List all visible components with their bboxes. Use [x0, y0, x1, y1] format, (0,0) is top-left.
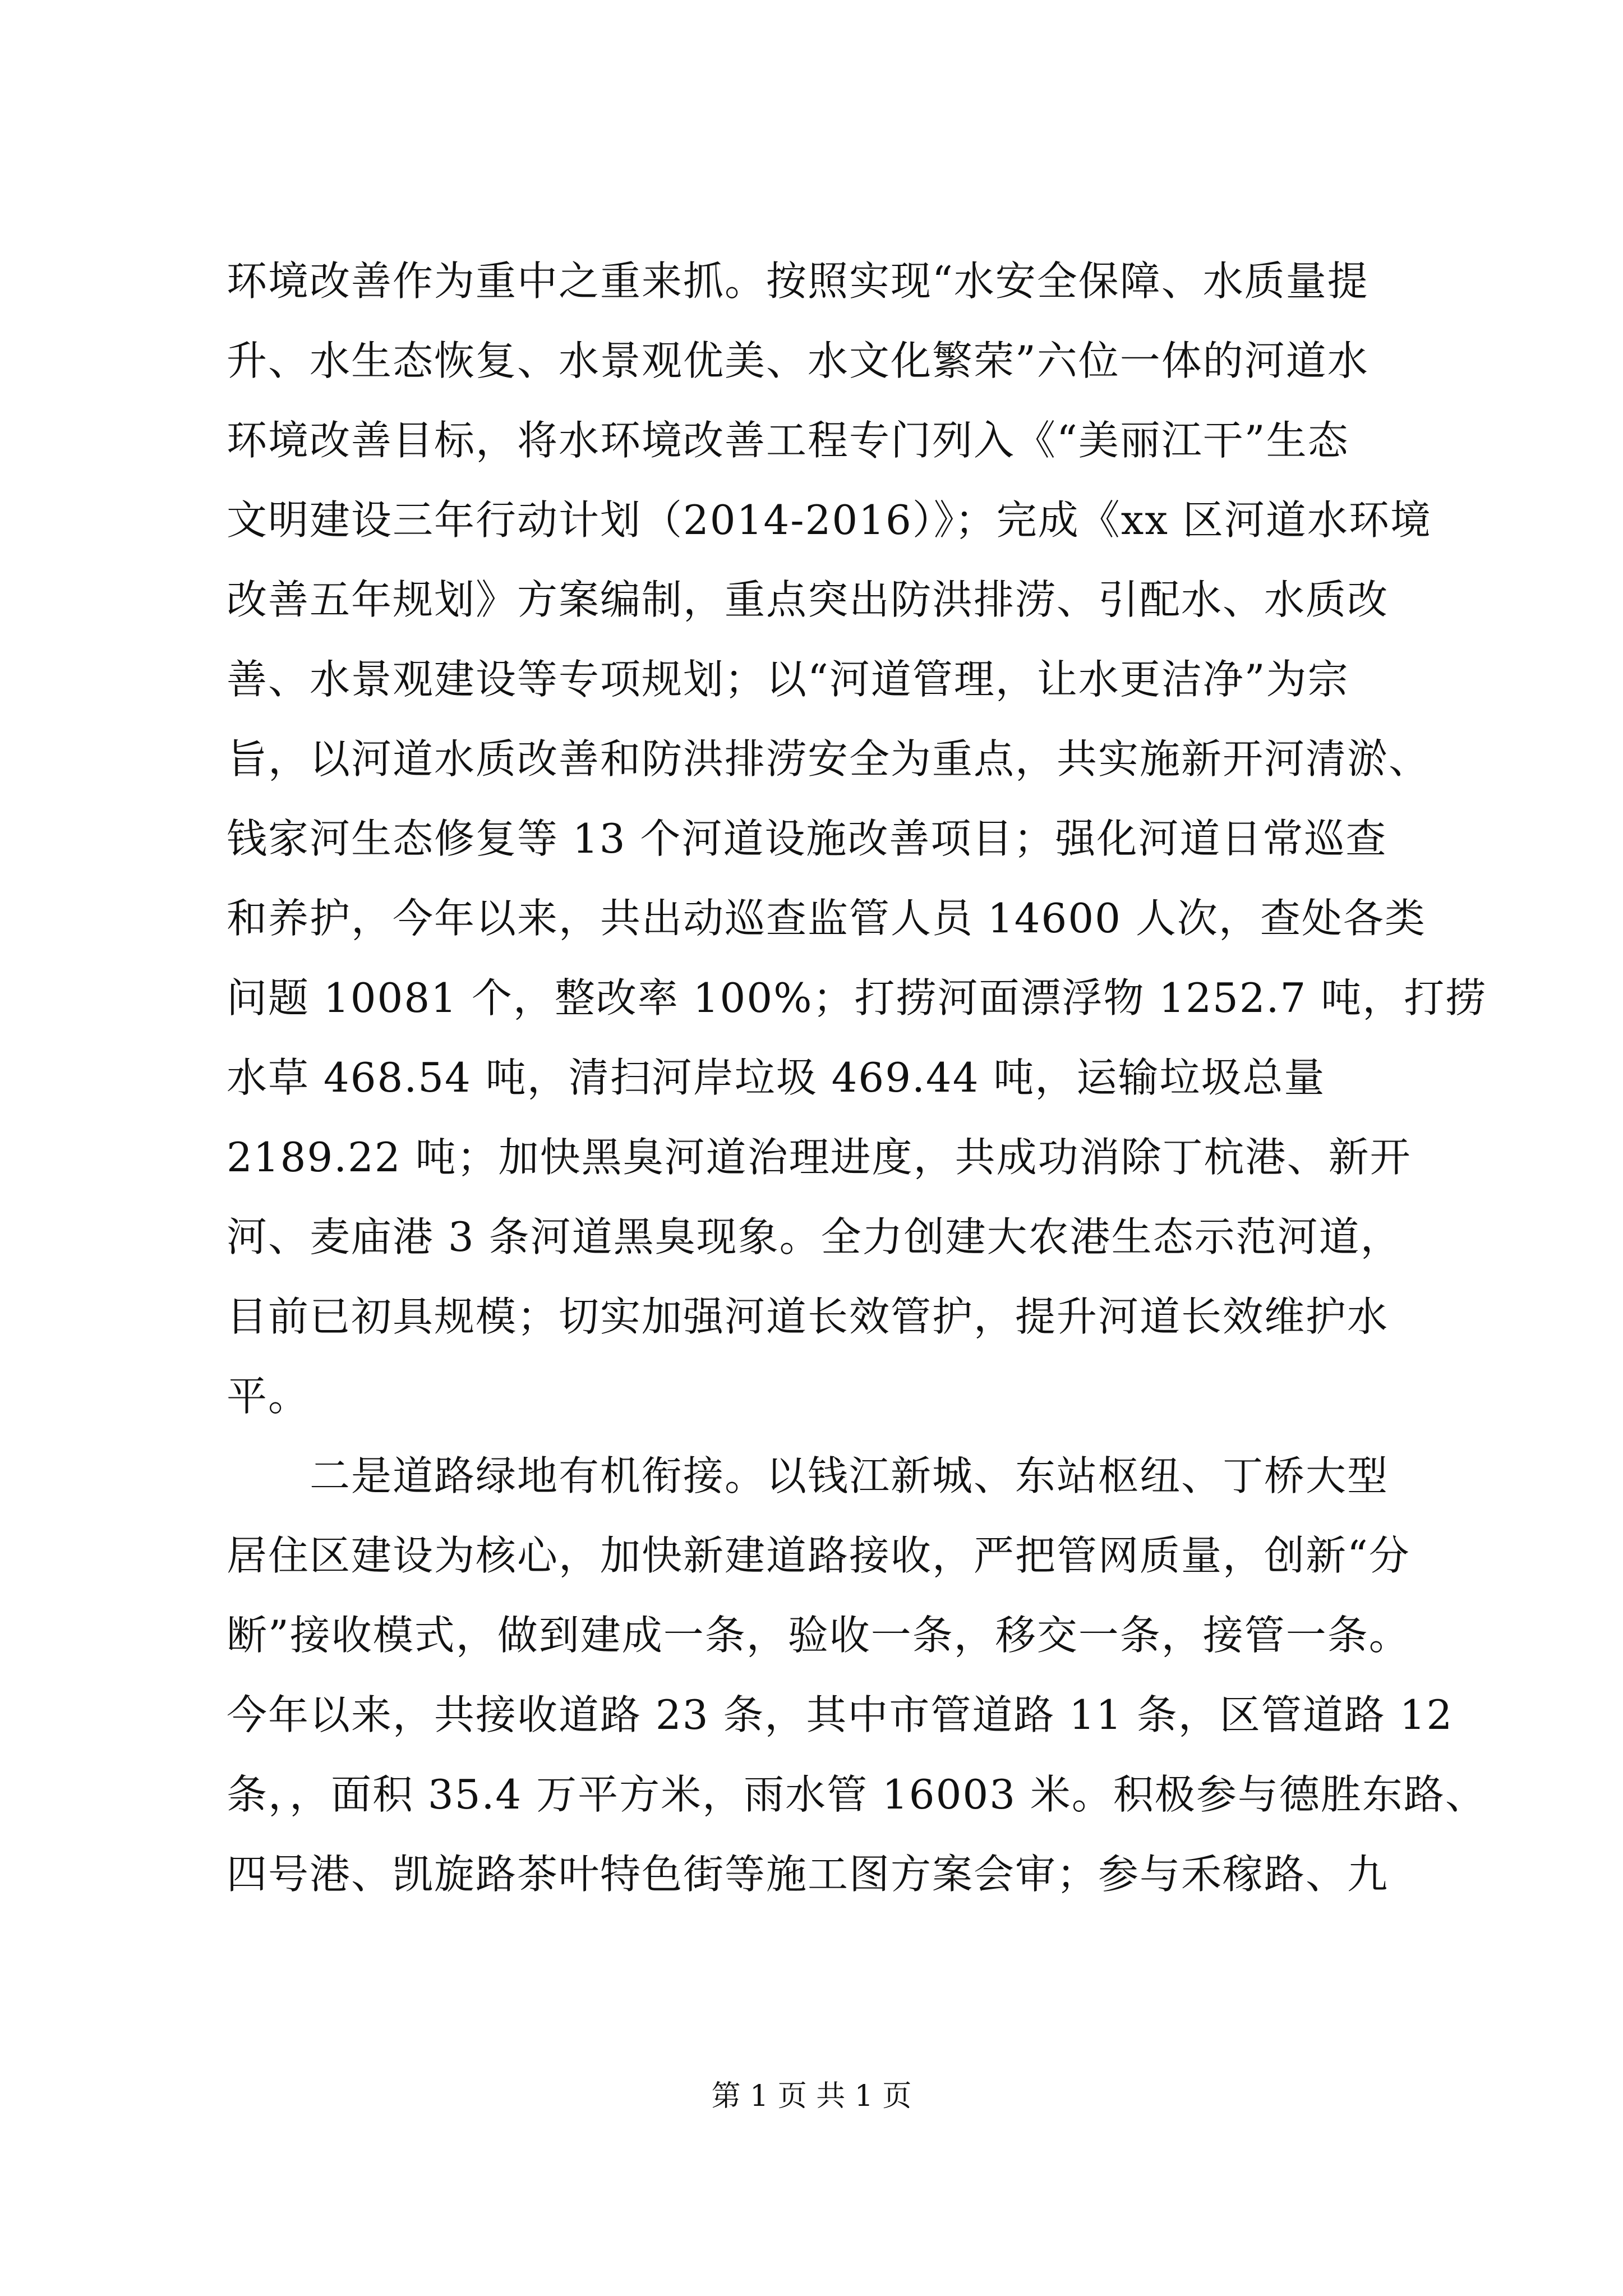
text-line: 环境改善目标，将水环境改善工程专门列入《“美丽江干”生态	[227, 417, 1349, 464]
body-text	[227, 241, 1487, 1914]
text-line: 2189.22 吨；加快黑臭河道治理进度，共成功消除丁杭港、新开	[227, 1134, 1412, 1181]
text-line: 改善五年规划》方案编制，重点突出防洪排涝、引配水、水质改	[227, 576, 1389, 623]
text-line: 四号港、凯旋路茶叶特色街等施工图方案会审；参与禾稼路、九	[227, 1851, 1389, 1898]
text-line: 和养护，今年以来，共出动巡查监管人员 14600 人次，查处各类	[227, 895, 1426, 942]
text-line: 问题 10081 个，整改率 100%；打捞河面漂浮物 1252.7 吨，打捞	[227, 974, 1487, 1022]
text-line: 文明建设三年行动计划（2014-2016）》；完成《xx 区河道水环境	[227, 496, 1432, 544]
text-line: 平。	[227, 1373, 310, 1420]
text-line: 今年以来，共接收道路 23 条，其中市管道路 11 条，区管道路 12	[227, 1691, 1454, 1738]
text-line: 环境改善作为重中之重来抓。按照实现“水安全保障、水质量提	[227, 257, 1369, 305]
text-line: 居住区建设为核心，加快新建道路接收，严把管网质量，创新“分	[227, 1532, 1410, 1579]
text-line: 水草 468.54 吨，清扫河岸垃圾 469.44 吨，运输垃圾总量	[227, 1054, 1326, 1101]
text-line: 断”接收模式，做到建成一条，验收一条，移交一条，接管一条。	[227, 1612, 1410, 1659]
text-line: 升、水生态恢复、水景观优美、水文化繁荣”六位一体的河道水	[227, 337, 1369, 384]
text-line: 善、水景观建设等专项规划；以“河道管理，让水更洁净”为宗	[227, 656, 1349, 703]
text-line: 条，，面积 35.4 万平方米，雨水管 16003 米。积极参与德胜东路、	[227, 1771, 1487, 1818]
page-footer: 第 1 页 共 1 页	[711, 2079, 912, 2113]
text-line: 钱家河生态修复等 13 个河道设施改善项目；强化河道日常巡查	[227, 815, 1387, 862]
text-line: 河、麦庙港 3 条河道黑臭现象。全力创建大农港生态示范河道，	[227, 1213, 1402, 1260]
text-line: 目前已初具规模；切实加强河道长效管护，提升河道长效维护水	[227, 1293, 1389, 1340]
paragraph-first-line: 二是道路绿地有机衔接。以钱江新城、东站枢纽、丁桥大型	[310, 1452, 1389, 1499]
text-line: 旨，以河道水质改善和防洪排涝安全为重点，共实施新开河清淤、	[227, 735, 1431, 783]
